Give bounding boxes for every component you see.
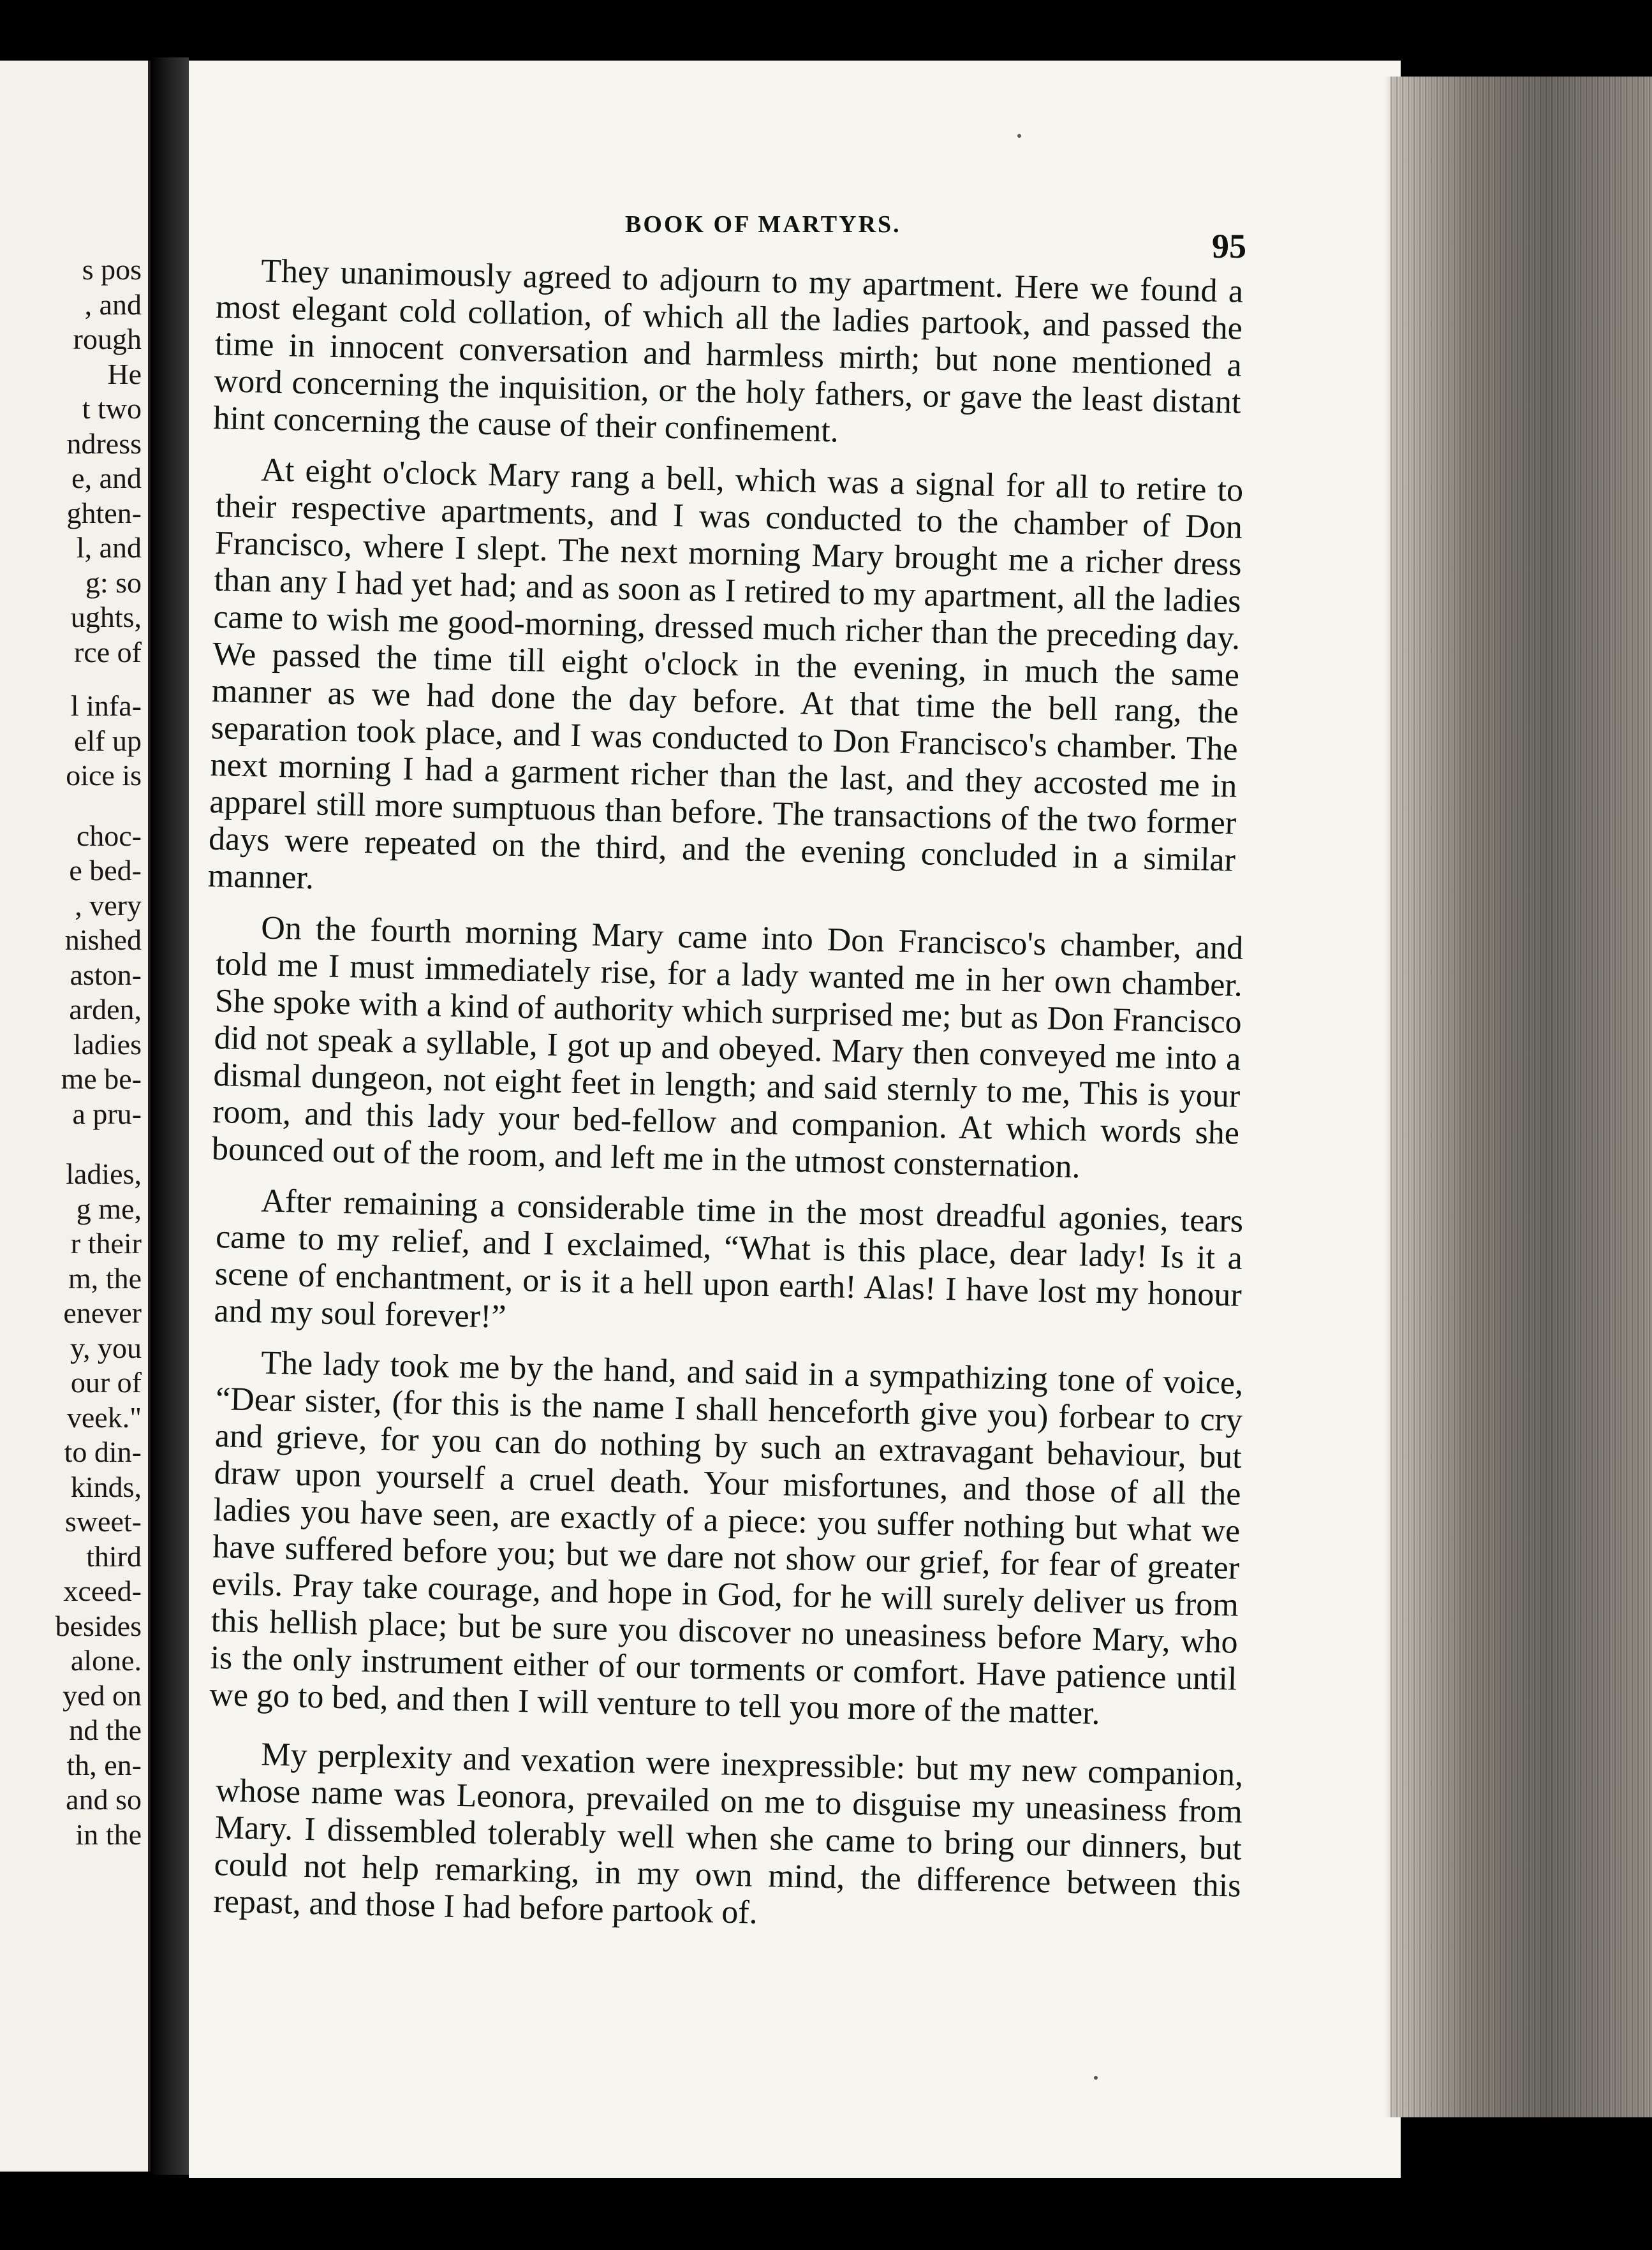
left-page-line: arden, [69,993,142,1026]
left-page-line: aston- [70,958,142,991]
left-page-line: sweet- [64,1505,142,1538]
running-head: BOOK OF MARTYRS. [625,211,901,238]
left-page-line: enever [63,1297,142,1329]
left-page-line: me be- [61,1062,142,1095]
ink-speck [1094,2076,1098,2080]
left-page-line: in the [75,1818,142,1851]
left-page-line: m, the [68,1261,142,1295]
left-page-line: kinds, [70,1470,142,1503]
left-page-line: l infa- [70,689,142,722]
paragraph: On the fourth morning Mary came into Don Francisco's chamber, and told me I must immediately rise, for a lady wanted me in her own chamber. She spoke with a kind of authority which surprised me; but as Don Francisco did not speak a syllable, I got up and obeyed. Mary then conveyed me into a dismal dungeon, not eight feet in length; and said sternly to me, This is your room, and this lady your bed-fellow and companion. At which words she bounced out of the room, and left me in the utmost consternation. [211,909,1244,1186]
left-page-line: a pru- [72,1097,142,1130]
page-number: 95 [1212,227,1246,265]
left-page-line: , very [75,888,142,922]
left-page-line: nd the [69,1714,142,1746]
left-page-line: g me, [76,1192,142,1225]
left-page-line: ndress [66,427,142,460]
paragraph: After remaining a considerable time in the most dreadful agonies, tears came to my relief, and I exclaimed, “What is this place, dear lady! Is it a scene of enchantment, or is it a hell upon earth! Alas! I have lost my honour and my soul forever!” [214,1182,1244,1335]
left-page-line: veek." [66,1401,142,1434]
left-page-line: alone. [70,1644,142,1677]
left-page-line: ghten- [66,496,142,529]
book-gutter [151,57,189,2175]
paragraph: At eight o'clock Mary rang a bell, which was a signal for all to retire to their respective apartments, and I was conducted to the chamber of Don Francisco, where I slept. The next morning Mary brought me a richer dress than any I had yet had; and as soon as I retired to my apartment, all the ladies came to wish me good-morning, dressed much richer than the preceding day. We passed the time till eight o'clock in the evening, in much the same manner as we had done the day before. At that time the bell rang, the separation took place, and I was conducted to Don Francisco's chamber. The next morning I had a garment richer than the last, and they accosted me in apparel still more sumptuous than before. The transactions of the two former days were repeated on the third, and the evening concluded in a similar manner. [207,452,1244,897]
left-page-line: rough [73,323,142,355]
left-page-line: third [86,1540,142,1573]
ink-speck [1017,134,1021,138]
left-page-line: th, en- [66,1748,142,1781]
paragraph: They unanimously agreed to adjourn to my apartment. Here we found a most elegant cold collation, of which all the ladies partook, and passed the time in innocent conversation and harmless mirth; but none mentioned a word concerning the inquisition, or the holy fathers, or gave the least distant hint concerning the cause of their confinement. [212,253,1244,450]
left-page-line: ladies, [66,1158,142,1190]
left-page-line: r their [70,1227,142,1260]
previous-page-fragment [0,61,151,2172]
left-page-line: g: so [85,566,142,599]
body-text [207,252,1244,1931]
left-page-line: nished [64,923,142,956]
left-page-line: He [107,357,142,390]
left-page-line: s pos [82,253,142,286]
left-page-line: our of [70,1366,142,1399]
left-page-line: t two [82,392,142,425]
left-page-line: ladies [73,1027,142,1061]
paragraph: The lady took me by the hand, and said in a sympathizing tone of voice, “Dear sister, (for this is the name I shall henceforth give you) forbear to cry and grieve, for you can do nothing by such an extravagant behaviour, but draw upon yourself a cruel death. Your misfortunes, and those of all the ladies you have seen, are exactly of a piece: you suffer nothing but what we have suffered before you; but we dare not show our grief, for fear of greater evils. Pray take courage, and hope in God, for he will surely deliver us from this hellish place; but be sure you discover no uneasiness before Mary, who is the only instrument either of our torments or comfort. Have patience until we go to bed, and then I will venture to tell you more of the matter. [209,1344,1244,1732]
left-page-line: yed on [63,1679,142,1712]
left-page-line: ughts, [70,601,142,633]
left-page-line: e bed- [69,854,142,886]
left-page-line: y, you [70,1331,142,1364]
left-page-line: to din- [64,1436,142,1468]
left-page-line: and so [66,1783,142,1816]
left-page-line: xceed- [63,1575,142,1607]
left-page-line: rce of [74,635,142,668]
left-page-line: choc- [76,819,142,852]
paragraph: My perplexity and vexation were inexpressible: but my new companion, whose name was Leonora, prevailed on me to disguise my uneasiness from Mary. I dissembled tolerably well when she came to bring our dinners, but could not help remarking, in my own mind, the difference between this repast, and those I had before partook of. [212,1736,1244,1931]
left-page-line: oice is [66,759,142,791]
left-page-line: , and [84,288,142,321]
book-fore-edge [1390,77,1652,2117]
left-page-line: e, and [71,462,142,494]
left-page-line: elf up [73,724,142,757]
left-page-line: besides [55,1609,142,1642]
left-page-line: l, and [76,531,142,564]
